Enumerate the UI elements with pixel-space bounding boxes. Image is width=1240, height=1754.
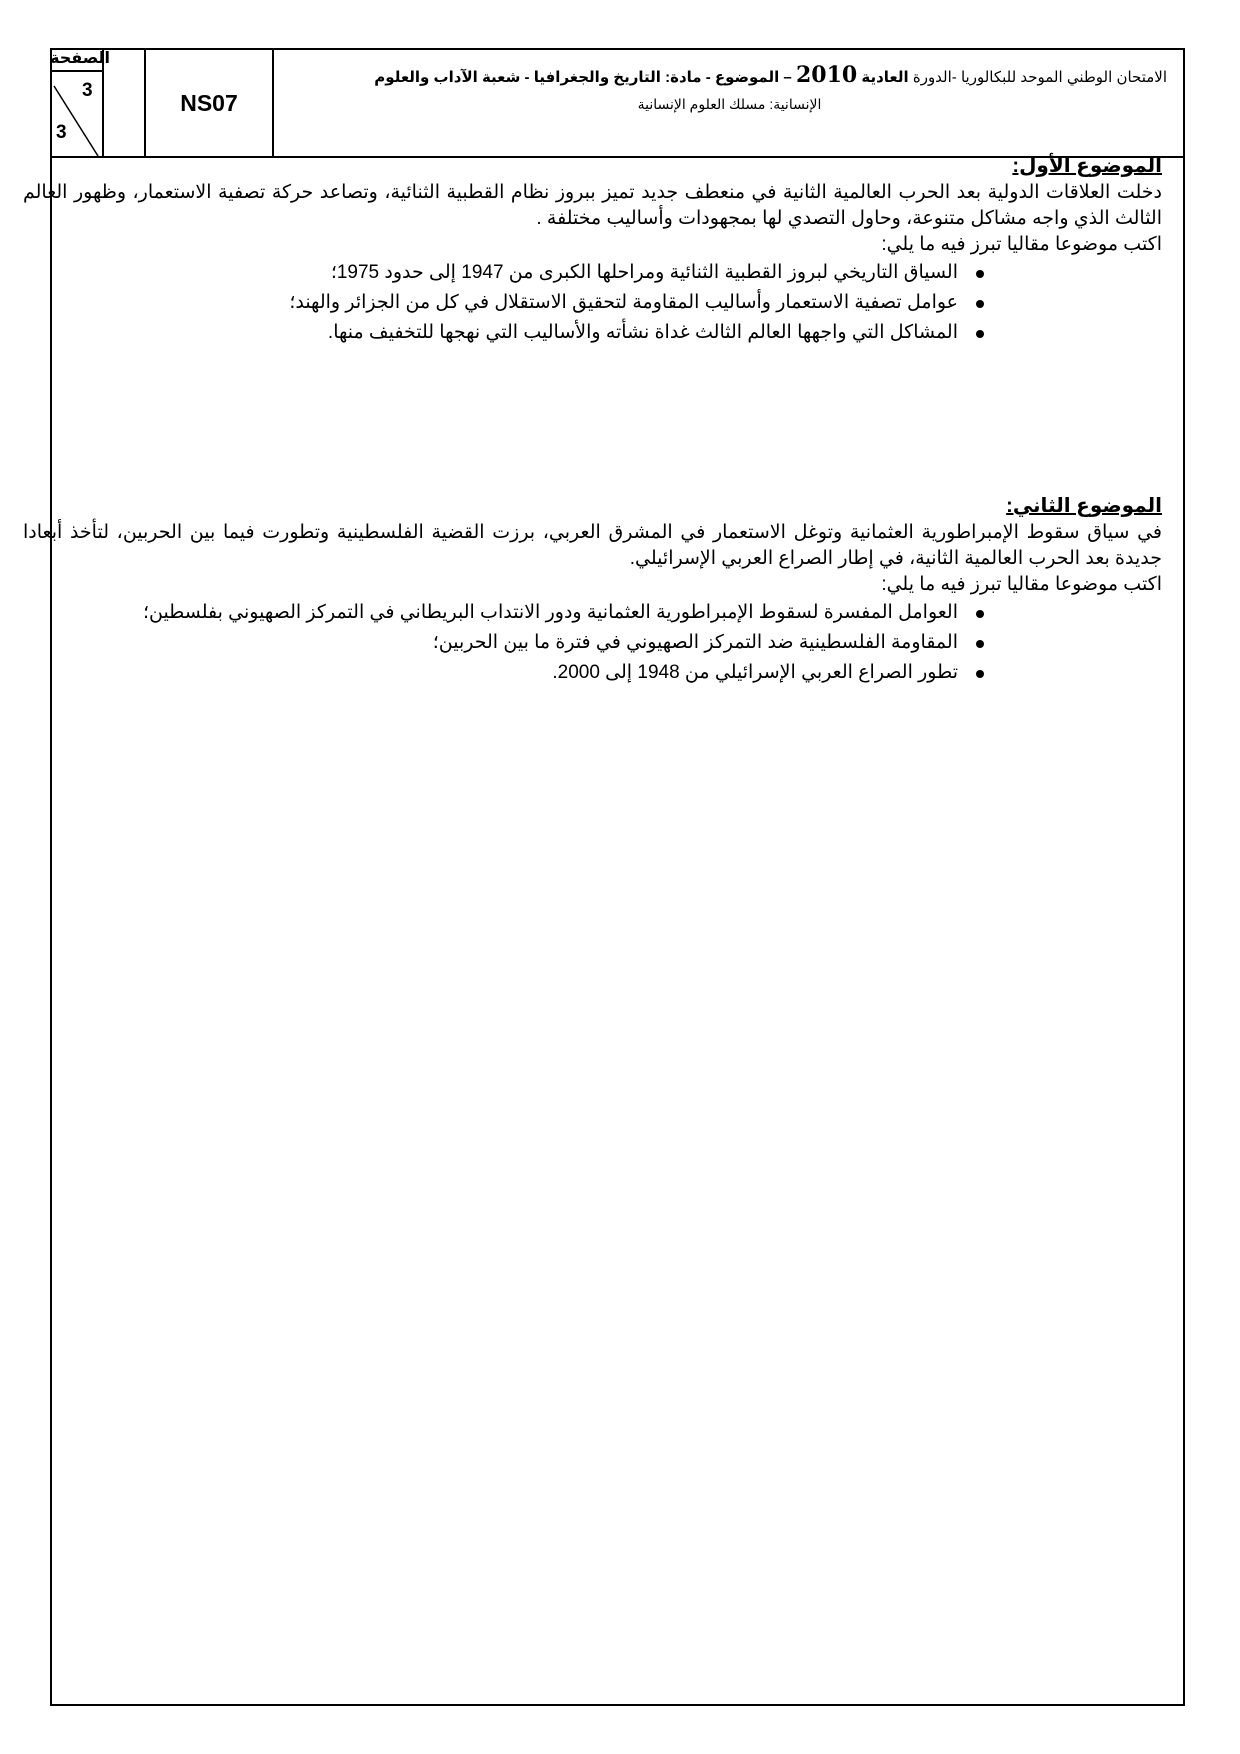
list-item [50, 598, 990, 628]
bullet-icon [976, 270, 984, 278]
topic-two [23, 492, 1162, 688]
page-current: 3 [82, 80, 93, 101]
list-item-text: العوامل المفسرة لسقوط الإمبراطورية العثمانية ودور الانتداب البريطاني في التمركز الصهيوني بفلسطين؛ [142, 602, 958, 623]
title-part1: الامتحان الوطني الموحد للبكالوريا -الدورة [908, 69, 1167, 86]
topic-one-intro: دخلت العلاقات الدولية بعد الحرب العالمية الثانية في منعطف جديد تميز ببروز نظام القطبية الثنائية، وتصاعد حركة تصفية الاستعمار، وظهور العالم الثالث الذي واجه مشاكل متنوعة، وحاول التصدي لها بمجهودات وأساليب مختلفة . [23, 182, 1162, 229]
title-subject: التاريخ والجغرافيا [533, 69, 661, 86]
page-number-cell [50, 72, 104, 158]
title-part2: – الموضوع - مادة: [660, 69, 796, 86]
list-item-text: المقاومة الفلسطينية ضد التمركز الصهيوني في فترة ما بين الحربين؛ [432, 632, 958, 653]
bullet-icon [976, 610, 984, 618]
exam-title-box [274, 48, 1185, 158]
exam-code: NS07 [146, 48, 274, 158]
list-item [50, 258, 990, 288]
topic-one-heading: الموضوع الأول: [1012, 155, 1162, 177]
bullet-icon [976, 330, 984, 338]
exam-title-line2: الإنسانية: مسلك العلوم الإنسانية [637, 96, 822, 112]
list-item [50, 658, 990, 688]
topic-one [23, 152, 1162, 348]
title-part3: - شعبة الآداب والعلوم [374, 69, 534, 86]
bullet-icon [976, 670, 984, 678]
list-item-text: عوامل تصفية الاستعمار وأساليب المقاومة لتحقيق الاستقلال في كل من الجزائر والهند؛ [289, 292, 958, 313]
topic-two-intro: في سياق سقوط الإمبراطورية العثمانية وتوغل الاستعمار في المشرق العربي، برزت القضية الفلسطينية وتطورت فيما بين الحربين، لتأخذ أبعادا جديدة بعد الحرب العالمية الثانية، في إطار الصراع العربي الإسرائيلي. [23, 522, 1162, 569]
topic-two-instruction: اكتب موضوعا مقاليا تبرز فيه ما يلي: [881, 574, 1162, 595]
page-total: 3 [56, 122, 67, 143]
list-item-text: تطور الصراع العربي الإسرائيلي من 1948 إلى 2000. [552, 662, 958, 683]
topic-two-heading: الموضوع الثاني: [1006, 495, 1162, 517]
topic-one-instruction: اكتب موضوعا مقاليا تبرز فيه ما يلي: [881, 234, 1162, 255]
topic-one-items [50, 258, 990, 348]
list-item [50, 628, 990, 658]
exam-header [50, 48, 1185, 158]
page-number-box [50, 48, 146, 158]
list-item-text: السياق التاريخي لبروز القطبية الثنائية ومراحلها الكبرى من 1947 إلى حدود 1975؛ [330, 262, 958, 283]
list-item-text: المشاكل التي واجهها العالم الثالث غداة نشأته والأساليب التي نهجها للتخفيف منها. [327, 322, 958, 343]
exam-title-line1 [374, 62, 1167, 88]
title-year: 2010 [795, 62, 858, 88]
list-item [50, 288, 990, 318]
list-item [50, 318, 990, 348]
page-label: الصفحة [50, 48, 104, 72]
bullet-icon [976, 640, 984, 648]
page-divider-line [50, 72, 104, 158]
topic-two-items [50, 598, 990, 688]
bullet-icon [976, 300, 984, 308]
title-session: العادية [861, 69, 909, 86]
